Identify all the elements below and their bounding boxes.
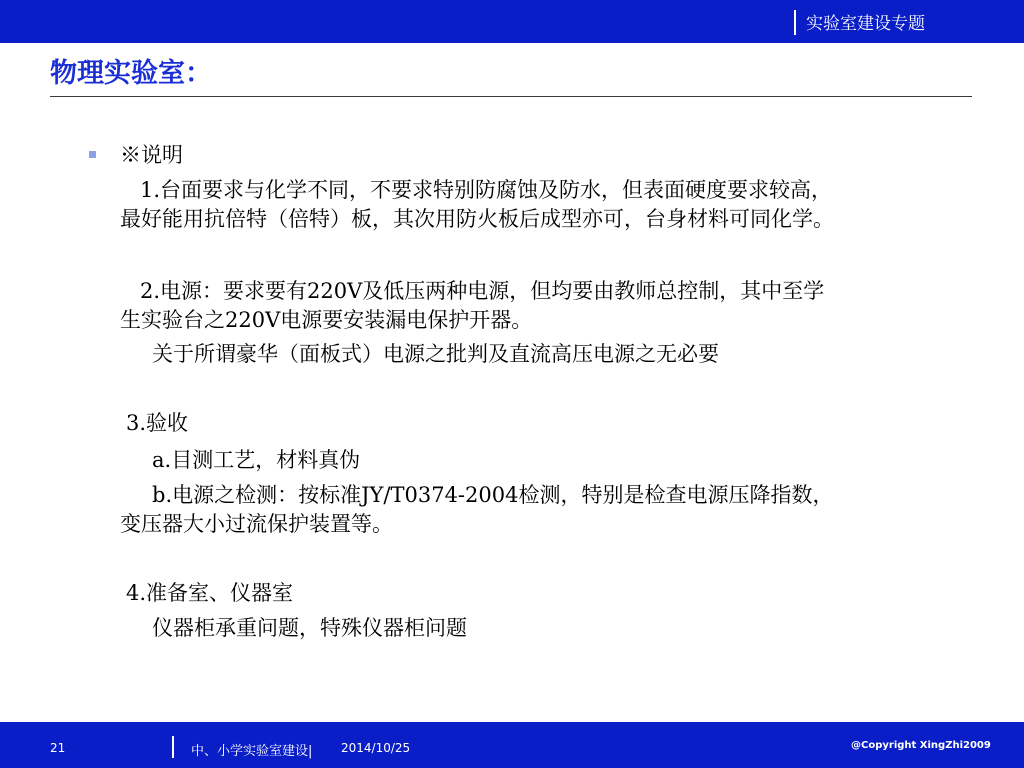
content-heading: ※说明 [120,143,183,167]
content-line: a.目测工艺，材料真伪 [152,448,361,472]
bullet-square-icon [89,151,96,158]
content-line: 变压器大小过流保护装置等。 [120,512,393,536]
content-line: b.电源之检测：按标准JY/T0374-2004检测，特别是检查电源压降指数， [152,483,834,507]
footer-course: 中、小学实验室建设| [191,744,313,759]
content-line: 关于所谓豪华（面板式）电源之批判及直流高压电源之无必要 [152,342,719,366]
footer-divider [172,736,174,758]
content-line: 1.台面要求与化学不同，不要求特别防腐蚀及防水，但表面硬度要求较高， [140,178,833,202]
content-line: 3.验收 [126,411,189,435]
header-divider [794,10,796,35]
content-line: 仪器柜承重问题，特殊仪器柜问题 [152,616,467,640]
footer-date: 2014/10/25 [341,741,411,755]
content-line: 生实验台之220V电源要安装漏电保护开器。 [120,308,533,332]
title-rule [50,96,972,97]
slide-title: 物理实验室： [50,58,212,89]
content-line: 最好能用抗倍特（倍特）板，其次用防火板后成型亦可，台身材料可同化学。 [120,207,834,231]
header-title: 实验室建设专题 [806,14,925,34]
content-line: 4.准备室、仪器室 [126,581,294,605]
page-number: 21 [50,741,66,755]
footer-copyright: @Copyright XingZhi2009 [851,740,991,751]
content-line: 2.电源：要求要有220V及低压两种电源，但均要由教师总控制，其中至学 [140,279,825,303]
